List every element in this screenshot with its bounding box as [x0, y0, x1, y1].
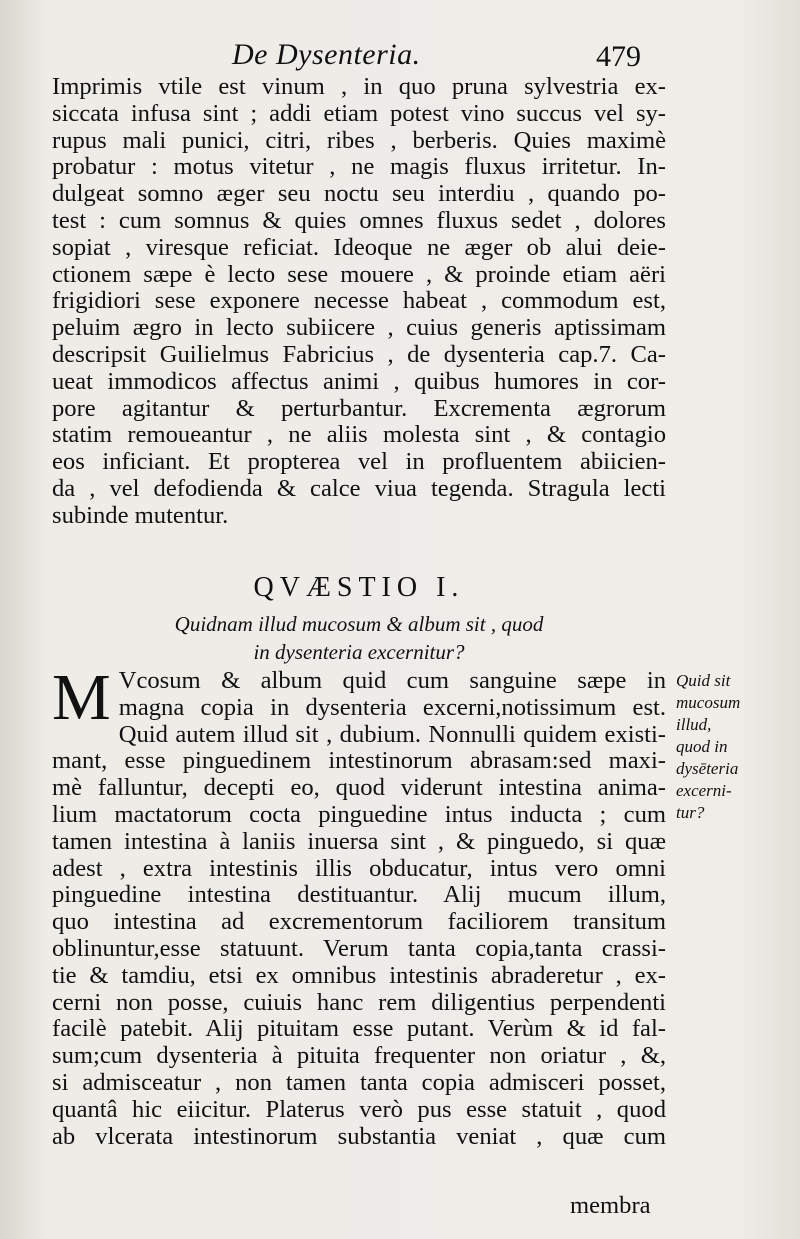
text-line: eos inficiant. Et propterea vel in profluentem abiicien- — [52, 449, 666, 476]
text-line: dulgeat somno æger seu noctu seu interdiu , quando po- — [52, 181, 666, 208]
text-line: lium mactatorum cocta pinguedine intus inducta ; cum — [52, 801, 666, 828]
margin-note-line: quod in — [676, 737, 728, 756]
text-line: cerni non posse, cuiuis hanc rem diligentius perpendenti — [52, 989, 666, 1016]
text-line: tamen intestina à laniis inuersa sint , & pinguedo, si quæ — [52, 828, 666, 855]
text-line: siccata infusa sint ; addi etiam potest vino succus vel sy- — [52, 100, 666, 127]
answer-lines — [52, 722, 666, 1151]
dropcap-lines — [52, 661, 666, 734]
text-line: si admisceatur , non tamen tanta copia admisceri posset, — [52, 1069, 666, 1096]
text-line: Vcosum & album quid cum sanguine sæpe in — [118, 668, 666, 694]
catchword: membra — [570, 1192, 651, 1219]
margin-note-line: excerni- — [676, 781, 732, 800]
text-line: subinde mutentur. — [52, 502, 229, 529]
text-line: mant, esse pinguedinem intestinorum abrasam:sed maxi- — [52, 748, 666, 775]
margin-note-line: mucosum — [676, 693, 741, 712]
text-line: quantâ hic eiicitur. Platerus verò pus esse statuit , quod — [52, 1096, 666, 1123]
text-line: oblinuntur,esse statuunt. Verum tanta copia,tanta crassi- — [52, 935, 666, 962]
text-line: pinguedine intestina destituantur. Alij mucum illum, — [52, 882, 666, 909]
text-line: adest , extra intestinis illis obducatur, intus vero omni — [52, 855, 666, 882]
text-line: sopiat , viresque reficiat. Ideoque ne æger ob alui deie- — [52, 234, 666, 261]
text-line: sum;cum dysenteria à pituita frequenter non oriatur , &, — [52, 1043, 666, 1070]
paragraph-regimen — [52, 74, 666, 530]
dropcap-letter: M — [52, 661, 111, 734]
margin-note-line: illud, — [676, 715, 712, 734]
question-heading: QVÆSTIO I. — [253, 572, 465, 603]
text-line: rupus mali punici, citri, ribes , berberis. Quies maximè — [52, 127, 666, 154]
margin-note — [676, 670, 794, 824]
text-line: facilè patebit. Alij pituitam esse putant. Verùm & id fal- — [52, 1016, 666, 1043]
text-line: Imprimis vtile est vinum , in quo pruna sylvestria ex- — [52, 74, 666, 100]
text-line: mè falluntur, decepti eo, quod viderunt intestina anima- — [52, 775, 666, 802]
text-line: descripsit Guilielmus Fabricius , de dysenteria cap.7. Ca- — [52, 341, 666, 368]
dropcap-block — [52, 661, 666, 734]
text-line: frigidiori sese exponere necesse habeat , commodum est, — [52, 288, 666, 315]
margin-note-line: Quid sit — [676, 671, 731, 690]
text-line: test : cum somnus & quies omnes fluxus sedet , dolores — [52, 207, 666, 234]
question-subheading-line2: in dysenteria excernitur? — [253, 640, 465, 664]
text-line: peluim ægro in lecto subiicere , cuius generis aptissimam — [52, 315, 666, 342]
text-line: pore agitantur & perturbantur. Excrementa ægrorum — [52, 395, 666, 422]
margin-note-line: tur? — [676, 803, 705, 822]
text-line: statim remoueantur , ne aliis molesta sint , & contagio — [52, 422, 666, 449]
text-line: ab vlcerata intestinorum substantia veniat , quæ cum — [52, 1123, 666, 1150]
text-line: ctionem sæpe è lecto sese mouere , & proinde etiam aëri — [52, 261, 666, 288]
question-subheading-line1: Quidnam illud mucosum & album sit , quod — [174, 612, 544, 636]
text-line: Quid autem illud sit , dubium. Nonnulli quidem existi- — [118, 721, 666, 748]
text-line: magna copia in dysenteria excerni,notissimum est. — [118, 694, 666, 721]
text-line: quo intestina ad excrementorum faciliorem transitum — [52, 909, 666, 936]
running-head: De Dysenteria. — [232, 38, 421, 71]
text-line: tie & tamdiu, etsi ex omnibus intestinis abraderetur , ex- — [52, 962, 666, 989]
margin-note-line: dysēteria — [676, 759, 739, 778]
text-line: ueat immodicos affectus animi , quibus humores in cor- — [52, 368, 666, 395]
text-line: da , vel defodienda & calce viua tegenda. Stragula lecti — [52, 475, 666, 502]
text-line: probatur : motus vitetur , ne magis fluxus irritetur. In- — [52, 154, 666, 181]
paragraph-answer — [52, 661, 666, 1150]
page-number: 479 — [596, 40, 641, 73]
